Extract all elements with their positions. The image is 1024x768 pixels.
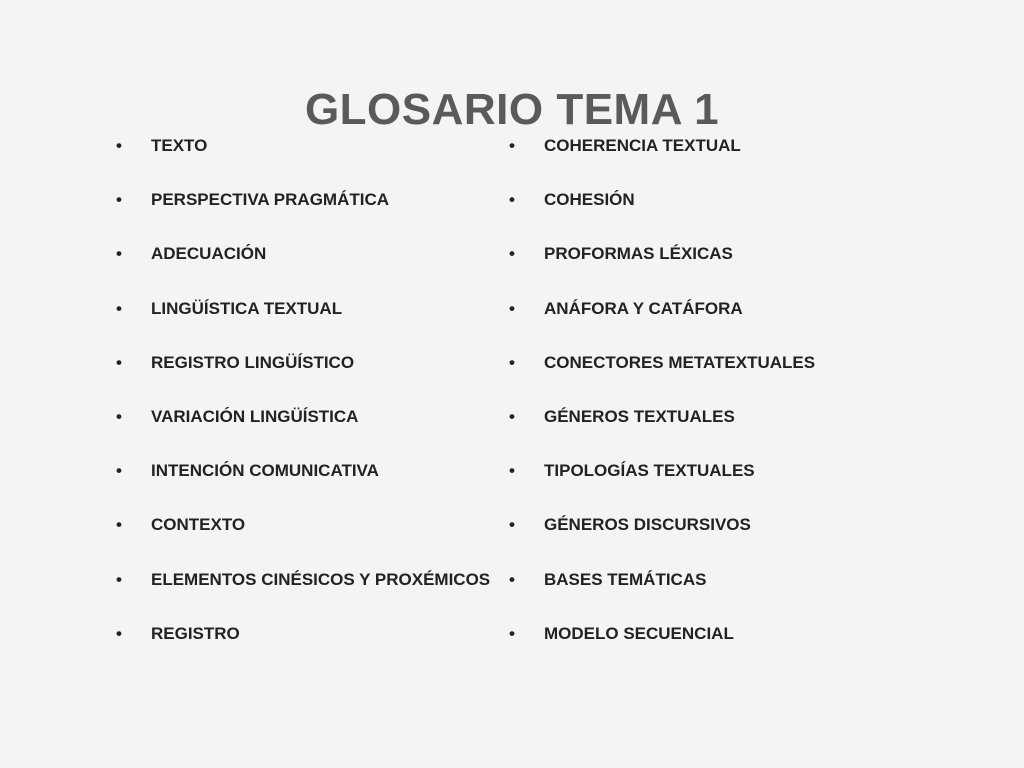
bullet-icon: • [509,623,515,643]
term-label: INTENCIÓN COMUNICATIVA [151,461,379,481]
term-label: PROFORMAS LÉXICAS [544,244,733,264]
bullet-icon: • [509,352,515,372]
bullet-icon: • [116,190,122,210]
term-label: TIPOLOGÍAS TEXTUALES [544,461,755,481]
term-label: CONECTORES METATEXTUALES [544,352,816,372]
term-label: VARIACIÓN LINGÜÍSTICA [151,406,359,426]
bullet-icon: • [116,244,122,264]
list-item [509,349,929,403]
slide-title: GLOSARIO TEMA 1 [304,85,720,134]
term-label: COHERENCIA TEXTUAL [544,136,741,155]
list-item [509,295,929,349]
bullet-icon: • [116,569,122,589]
list-item [116,511,496,565]
bullet-icon: • [509,244,515,264]
list-item [509,186,929,240]
bullet-icon: • [509,406,515,426]
bullet-icon: • [116,352,122,372]
list-item [116,349,496,403]
term-label: GÉNEROS DISCURSIVOS [544,515,751,535]
bullet-icon: • [116,298,122,318]
term-label: REGISTRO LINGÜÍSTICO [151,352,355,372]
bullet-icon: • [116,406,122,426]
bullet-icon: • [509,569,515,589]
bullet-icon: • [116,461,122,481]
bullet-icon: • [509,298,515,318]
list-item [509,240,929,294]
left-term-list [116,132,496,674]
list-item [116,186,496,240]
list-item [116,240,496,294]
list-item [116,566,496,620]
bullet-icon: • [509,190,515,210]
bullet-icon: • [116,136,122,155]
list-item [509,620,929,674]
list-item [509,132,929,186]
list-item [509,457,929,511]
list-item [509,403,929,457]
right-term-list [509,132,929,674]
term-label: PERSPECTIVA PRAGMÁTICA [151,190,390,210]
term-label: BASES TEMÁTICAS [544,569,707,589]
bullet-icon: • [116,515,122,535]
term-label: TEXTO [151,136,208,155]
list-item [116,295,496,349]
list-item [116,457,496,511]
list-item [116,403,496,457]
term-label: COHESIÓN [544,190,635,210]
list-item [116,620,496,674]
bullet-icon: • [509,136,515,155]
bullet-icon: • [116,623,122,643]
term-label: GÉNEROS TEXTUALES [544,406,735,426]
term-label: MODELO SECUENCIAL [544,623,734,643]
term-label: REGISTRO [151,623,240,643]
term-label: ANÁFORA Y CATÁFORA [544,298,743,318]
term-label: CONTEXTO [151,515,246,535]
term-label: ADECUACIÓN [151,244,267,264]
list-item [116,132,496,186]
list-item [509,511,929,565]
term-label: LINGÜÍSTICA TEXTUAL [151,298,343,318]
term-label: ELEMENTOS CINÉSICOS Y PROXÉMICOS [151,569,491,589]
bullet-icon: • [509,515,515,535]
list-item [509,566,929,620]
bullet-icon: • [509,461,515,481]
